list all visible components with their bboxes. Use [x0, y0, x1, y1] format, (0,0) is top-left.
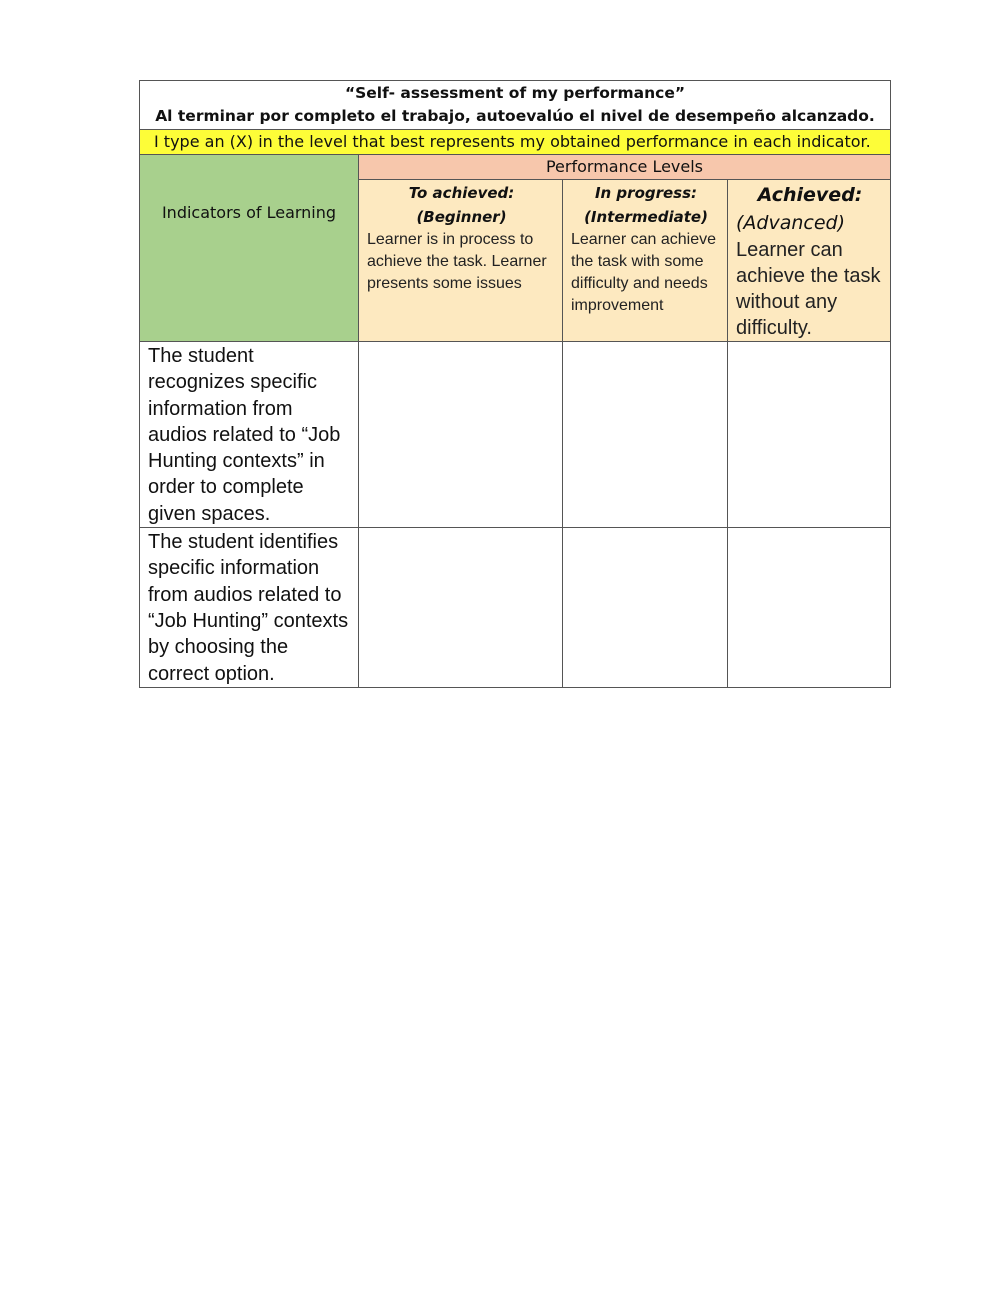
- title-cell: [140, 81, 891, 130]
- table-row: [140, 528, 891, 688]
- level-description: Learner can achieve the task with some difficulty and needs improvement: [571, 231, 716, 314]
- mark-cell-advanced[interactable]: [728, 342, 891, 528]
- level-name: Achieved:: [757, 184, 863, 206]
- instruction-row: [140, 130, 891, 155]
- level-description: Learner can achieve the task without any difficulty.: [736, 239, 881, 339]
- level-name: To achieved:: [408, 184, 515, 202]
- indicator-text: The student recognizes specific information from audios related to “Job Hunting contexts” in order to complete given spaces.: [140, 342, 359, 528]
- mark-cell-advanced[interactable]: [728, 528, 891, 688]
- page-title: “Self- assessment of my performance”: [344, 84, 686, 102]
- level-intermediate: [563, 180, 728, 342]
- indicator-text: The student identifies specific information from audios related to “Job Hunting” contexts by choosing the correct option.: [140, 528, 359, 688]
- level-sub: (Beginner): [416, 208, 507, 226]
- level-description: Learner is in process to achieve the task. Learner presents some issues: [367, 231, 547, 292]
- mark-cell-beginner[interactable]: [359, 528, 563, 688]
- level-beginner: [359, 180, 563, 342]
- table-row: [140, 342, 891, 528]
- self-assessment-table: [139, 80, 891, 688]
- self-assessment-sheet: [139, 80, 890, 688]
- mark-cell-intermediate[interactable]: [563, 342, 728, 528]
- level-advanced: [728, 180, 891, 342]
- title-row: [140, 81, 891, 130]
- indicators-header: Indicators of Learning: [140, 155, 359, 342]
- performance-levels-header: Performance Levels: [359, 155, 891, 180]
- mark-cell-beginner[interactable]: [359, 342, 563, 528]
- level-sub: (Intermediate): [584, 208, 708, 226]
- level-sub: (Advanced): [736, 212, 846, 234]
- level-name: In progress:: [594, 184, 698, 202]
- levels-header-row: [140, 155, 891, 180]
- instruction-text: I type an (X) in the level that best represents my obtained performance in each indicator.: [140, 130, 891, 155]
- page-subtitle: Al terminar por completo el trabajo, autoevalúo el nivel de desempeño alcanzado.: [155, 107, 875, 125]
- mark-cell-intermediate[interactable]: [563, 528, 728, 688]
